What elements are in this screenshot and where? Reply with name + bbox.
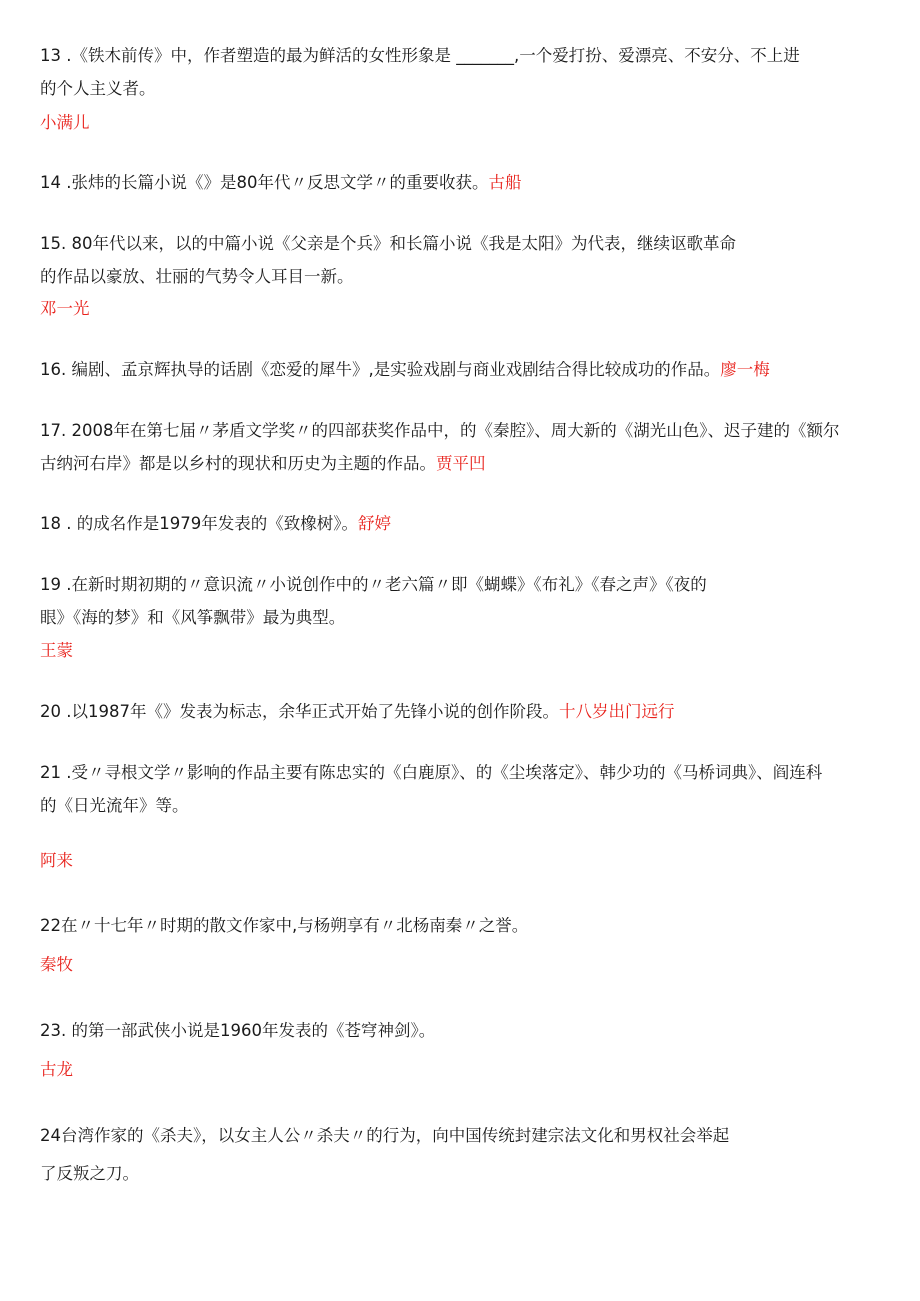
question-19-answer: 王蒙	[40, 641, 73, 660]
question-17-line-2: 古纳河右岸》都是以乡村的现状和历史为主题的作品。	[40, 454, 436, 473]
question-20-answer: 十八岁出门远行	[558, 702, 675, 721]
question-15-line-2: 的作品以豪放、壮丽的气势令人耳目一新。	[40, 267, 354, 286]
question-21-line-2: 的《日光流年》等。	[40, 796, 189, 815]
question-14	[40, 172, 521, 194]
question-15-answer: 邓一光	[40, 299, 90, 318]
question-18	[40, 513, 391, 535]
question-19-line-1: 19 .在新时期初期的〃意识流〃小说创作中的〃老六篇〃即《蝴蝶》《布礼》《春之声》《夜的	[40, 575, 707, 594]
question-16-text: 16. 编剧、孟京辉执导的话剧《恋爱的犀牛》,是实验戏剧与商业戏剧结合得比较成功的作品。	[40, 360, 721, 379]
question-21-line-1: 21 .受〃寻根文学〃影响的作品主要有陈忠实的《白鹿原》、的《尘埃落定》、韩少功的《马桥词典》、阎连科	[40, 763, 823, 782]
question-24-line-1: 24台湾作家的《杀夫》，以女主人公〃杀夫〃的行为，向中国传统封建宗法文化和男权社会举起	[40, 1126, 730, 1145]
question-15-line-1: 15. 80年代以来，以的中篇小说《父亲是个兵》和长篇小说《我是太阳》为代表，继续讴歌革命	[40, 234, 736, 253]
question-16	[40, 359, 770, 381]
question-16-answer: 廖一梅	[720, 360, 770, 379]
question-20	[40, 701, 674, 723]
question-18-answer: 舒婷	[357, 514, 391, 533]
question-22-answer: 秦牧	[40, 955, 73, 974]
question-13-answer: 小满儿	[40, 113, 90, 132]
question-22-text: 22在〃十七年〃时期的散文作家中,与杨朔享有〃北杨南秦〃之誉。	[40, 916, 529, 935]
question-17-line-1: 17. 2008年在第七届〃茅盾文学奖〃的四部获奖作品中，的《秦腔》、周大新的《湖光山色》、迟子建的《额尔	[40, 421, 840, 440]
question-20-text: 20 .以1987年《》发表为标志，余华正式开始了先锋小说的创作阶段。	[40, 702, 559, 721]
question-23-text: 23. 的第一部武侠小说是1960年发表的《苍穹神剑》。	[40, 1021, 436, 1040]
question-14-text: 14 .张炜的长篇小说《》是80年代〃反思文学〃的重要收获。	[40, 173, 489, 192]
question-13-line-1: 13 .《铁木前传》中，作者塑造的最为鲜活的女性形象是 _______,一个爱打扮、爱漂亮、不安分、不上进	[40, 46, 800, 65]
question-17-answer: 贾平凹	[436, 454, 486, 473]
question-14-answer: 古船	[488, 173, 522, 192]
question-19-line-2: 眼》《海的梦》和《风筝飘带》最为典型。	[40, 608, 346, 627]
question-23-answer: 古龙	[40, 1060, 73, 1079]
question-17	[40, 453, 486, 475]
question-24-line-2: 了反叛之刀。	[40, 1164, 139, 1183]
question-21-answer: 阿来	[40, 851, 73, 870]
question-13-line-2: 的个人主义者。	[40, 79, 156, 98]
question-18-text: 18 . 的成名作是1979年发表的《致橡树》。	[40, 514, 358, 533]
